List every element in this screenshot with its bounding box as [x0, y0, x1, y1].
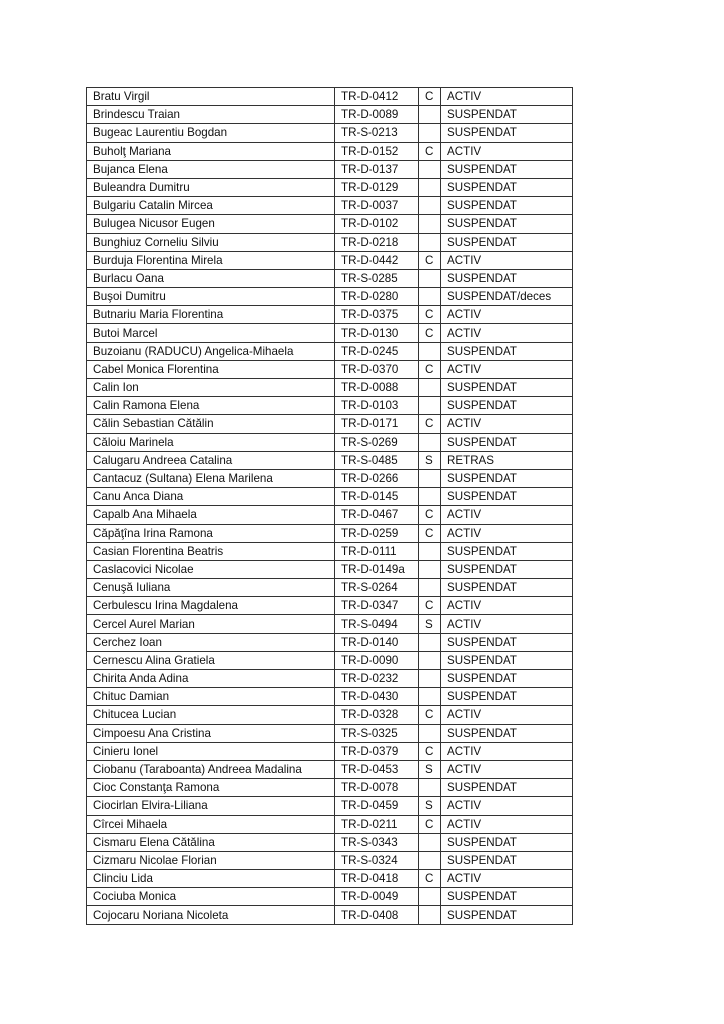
person-name-cell: Bulugea Nicusor Eugen	[87, 215, 335, 233]
person-name-cell: Cerchez Ioan	[87, 633, 335, 651]
registration-code-cell: TR-D-0347	[335, 597, 419, 615]
category-flag-cell: S	[419, 797, 441, 815]
status-cell: SUSPENDAT	[441, 779, 573, 797]
registration-code-cell: TR-D-0129	[335, 178, 419, 196]
registration-code-cell: TR-D-0232	[335, 670, 419, 688]
person-name-cell: Bunghiuz Corneliu Silviu	[87, 233, 335, 251]
status-cell: SUSPENDAT	[441, 633, 573, 651]
category-flag-cell	[419, 433, 441, 451]
person-name-cell: Cantacuz (Sultana) Elena Marilena	[87, 469, 335, 487]
person-name-cell: Cerbulescu Irina Magdalena	[87, 597, 335, 615]
person-name-cell: Clinciu Lida	[87, 870, 335, 888]
table-row	[87, 597, 573, 615]
category-flag-cell	[419, 488, 441, 506]
status-cell: SUSPENDAT	[441, 542, 573, 560]
table-row	[87, 306, 573, 324]
status-cell: ACTIV	[441, 506, 573, 524]
registration-code-cell: TR-D-0102	[335, 215, 419, 233]
registration-code-cell: TR-S-0485	[335, 451, 419, 469]
status-cell: ACTIV	[441, 742, 573, 760]
registration-code-cell: TR-D-0078	[335, 779, 419, 797]
table-row	[87, 779, 573, 797]
status-cell: SUSPENDAT	[441, 670, 573, 688]
person-name-cell: Cimpoesu Ana Cristina	[87, 724, 335, 742]
table-row	[87, 215, 573, 233]
registration-code-cell: TR-D-0152	[335, 142, 419, 160]
status-cell: ACTIV	[441, 615, 573, 633]
category-flag-cell	[419, 670, 441, 688]
table-row	[87, 488, 573, 506]
category-flag-cell	[419, 106, 441, 124]
category-flag-cell	[419, 160, 441, 178]
person-name-cell: Capalb Ana Mihaela	[87, 506, 335, 524]
registration-code-cell: TR-D-0049	[335, 888, 419, 906]
status-cell: SUSPENDAT	[441, 233, 573, 251]
registration-code-cell: TR-D-0280	[335, 288, 419, 306]
person-name-cell: Caslacovici Nicolae	[87, 560, 335, 578]
status-cell: SUSPENDAT	[441, 688, 573, 706]
registration-code-cell: TR-S-0494	[335, 615, 419, 633]
status-cell: SUSPENDAT	[441, 397, 573, 415]
category-flag-cell	[419, 633, 441, 651]
status-cell: SUSPENDAT	[441, 851, 573, 869]
category-flag-cell	[419, 215, 441, 233]
status-cell: SUSPENDAT	[441, 124, 573, 142]
registration-code-cell: TR-D-0245	[335, 342, 419, 360]
table-row	[87, 651, 573, 669]
status-cell: SUSPENDAT	[441, 833, 573, 851]
table-row	[87, 233, 573, 251]
person-name-cell: Brindescu Traian	[87, 106, 335, 124]
status-cell: SUSPENDAT	[441, 906, 573, 924]
status-cell: SUSPENDAT	[441, 160, 573, 178]
category-flag-cell: C	[419, 251, 441, 269]
person-name-cell: Cizmaru Nicolae Florian	[87, 851, 335, 869]
registry-table	[86, 87, 573, 925]
table-row	[87, 688, 573, 706]
person-name-cell: Burduja Florentina Mirela	[87, 251, 335, 269]
person-name-cell: Cernescu Alina Gratiela	[87, 651, 335, 669]
status-cell: SUSPENDAT	[441, 579, 573, 597]
category-flag-cell: C	[419, 88, 441, 106]
table-row	[87, 542, 573, 560]
person-name-cell: Buleandra Dumitru	[87, 178, 335, 196]
category-flag-cell	[419, 178, 441, 196]
table-row	[87, 615, 573, 633]
person-name-cell: Canu Anca Diana	[87, 488, 335, 506]
status-cell: ACTIV	[441, 870, 573, 888]
table-row	[87, 106, 573, 124]
registration-code-cell: TR-D-0430	[335, 688, 419, 706]
status-cell: ACTIV	[441, 524, 573, 542]
table-row	[87, 269, 573, 287]
registration-code-cell: TR-S-0343	[335, 833, 419, 851]
person-name-cell: Casian Florentina Beatris	[87, 542, 335, 560]
category-flag-cell	[419, 888, 441, 906]
table-row	[87, 397, 573, 415]
status-cell: SUSPENDAT	[441, 215, 573, 233]
table-row	[87, 506, 573, 524]
category-flag-cell: C	[419, 597, 441, 615]
category-flag-cell: S	[419, 451, 441, 469]
registration-code-cell: TR-S-0264	[335, 579, 419, 597]
status-cell: ACTIV	[441, 251, 573, 269]
registration-code-cell: TR-D-0266	[335, 469, 419, 487]
status-cell: ACTIV	[441, 324, 573, 342]
person-name-cell: Cismaru Elena Cătălina	[87, 833, 335, 851]
person-name-cell: Căloiu Marinela	[87, 433, 335, 451]
category-flag-cell: C	[419, 306, 441, 324]
status-cell: SUSPENDAT	[441, 488, 573, 506]
table-row	[87, 888, 573, 906]
status-cell: SUSPENDAT	[441, 724, 573, 742]
table-row	[87, 379, 573, 397]
registration-code-cell: TR-D-0453	[335, 760, 419, 778]
status-cell: SUSPENDAT	[441, 106, 573, 124]
status-cell: ACTIV	[441, 760, 573, 778]
status-cell: ACTIV	[441, 360, 573, 378]
person-name-cell: Calugaru Andreea Catalina	[87, 451, 335, 469]
status-cell: SUSPENDAT	[441, 269, 573, 287]
person-name-cell: Calin Ion	[87, 379, 335, 397]
category-flag-cell	[419, 197, 441, 215]
registration-code-cell: TR-D-0211	[335, 815, 419, 833]
registration-code-cell: TR-D-0171	[335, 415, 419, 433]
table-row	[87, 724, 573, 742]
category-flag-cell: S	[419, 615, 441, 633]
table-row	[87, 742, 573, 760]
status-cell: ACTIV	[441, 142, 573, 160]
registration-code-cell: TR-D-0379	[335, 742, 419, 760]
table-row	[87, 579, 573, 597]
registration-code-cell: TR-D-0137	[335, 160, 419, 178]
person-name-cell: Bulgariu Catalin Mircea	[87, 197, 335, 215]
category-flag-cell	[419, 397, 441, 415]
category-flag-cell: C	[419, 415, 441, 433]
status-cell: SUSPENDAT	[441, 469, 573, 487]
registration-code-cell: TR-D-0459	[335, 797, 419, 815]
registration-code-cell: TR-D-0418	[335, 870, 419, 888]
category-flag-cell: C	[419, 506, 441, 524]
person-name-cell: Buzoianu (RADUCU) Angelica-Mihaela	[87, 342, 335, 360]
person-name-cell: Ciocirlan Elvira-Liliana	[87, 797, 335, 815]
status-cell: ACTIV	[441, 88, 573, 106]
table-row	[87, 833, 573, 851]
category-flag-cell	[419, 288, 441, 306]
category-flag-cell: C	[419, 870, 441, 888]
table-row	[87, 851, 573, 869]
person-name-cell: Cociuba Monica	[87, 888, 335, 906]
table-row	[87, 815, 573, 833]
table-row	[87, 342, 573, 360]
table-row	[87, 360, 573, 378]
table-row	[87, 633, 573, 651]
category-flag-cell	[419, 542, 441, 560]
status-cell: SUSPENDAT	[441, 178, 573, 196]
person-name-cell: Chitucea Lucian	[87, 706, 335, 724]
status-cell: SUSPENDAT	[441, 560, 573, 578]
category-flag-cell	[419, 469, 441, 487]
registration-code-cell: TR-S-0213	[335, 124, 419, 142]
registration-code-cell: TR-D-0370	[335, 360, 419, 378]
registration-code-cell: TR-S-0324	[335, 851, 419, 869]
status-cell: ACTIV	[441, 706, 573, 724]
registration-code-cell: TR-D-0328	[335, 706, 419, 724]
person-name-cell: Butnariu Maria Florentina	[87, 306, 335, 324]
registration-code-cell: TR-D-0088	[335, 379, 419, 397]
status-cell: SUSPENDAT	[441, 197, 573, 215]
status-cell: SUSPENDAT/deces	[441, 288, 573, 306]
person-name-cell: Cojocaru Noriana Nicoleta	[87, 906, 335, 924]
person-name-cell: Bujanca Elena	[87, 160, 335, 178]
registration-code-cell: TR-S-0325	[335, 724, 419, 742]
category-flag-cell: C	[419, 706, 441, 724]
registration-code-cell: TR-D-0218	[335, 233, 419, 251]
table-row	[87, 906, 573, 924]
registration-code-cell: TR-D-0149a	[335, 560, 419, 578]
table-row	[87, 670, 573, 688]
category-flag-cell	[419, 124, 441, 142]
category-flag-cell	[419, 342, 441, 360]
category-flag-cell	[419, 269, 441, 287]
registration-code-cell: TR-S-0285	[335, 269, 419, 287]
person-name-cell: Cîrcei Mihaela	[87, 815, 335, 833]
table-row	[87, 324, 573, 342]
table-row	[87, 469, 573, 487]
registration-code-cell: TR-D-0259	[335, 524, 419, 542]
status-cell: ACTIV	[441, 815, 573, 833]
registry-table-body	[87, 88, 573, 925]
category-flag-cell	[419, 688, 441, 706]
category-flag-cell	[419, 833, 441, 851]
registration-code-cell: TR-D-0111	[335, 542, 419, 560]
registration-code-cell: TR-D-0037	[335, 197, 419, 215]
category-flag-cell	[419, 379, 441, 397]
category-flag-cell: C	[419, 524, 441, 542]
table-row	[87, 706, 573, 724]
category-flag-cell	[419, 851, 441, 869]
registration-code-cell: TR-D-0090	[335, 651, 419, 669]
table-row	[87, 760, 573, 778]
registration-code-cell: TR-S-0269	[335, 433, 419, 451]
registration-code-cell: TR-D-0412	[335, 88, 419, 106]
registration-code-cell: TR-D-0140	[335, 633, 419, 651]
status-cell: ACTIV	[441, 306, 573, 324]
person-name-cell: Călin Sebastian Cătălin	[87, 415, 335, 433]
status-cell: SUSPENDAT	[441, 433, 573, 451]
category-flag-cell	[419, 724, 441, 742]
table-row	[87, 124, 573, 142]
person-name-cell: Chirita Anda Adina	[87, 670, 335, 688]
person-name-cell: Bugeac Laurentiu Bogdan	[87, 124, 335, 142]
table-row	[87, 160, 573, 178]
table-row	[87, 415, 573, 433]
table-row	[87, 451, 573, 469]
table-row	[87, 178, 573, 196]
category-flag-cell	[419, 779, 441, 797]
table-row	[87, 142, 573, 160]
status-cell: RETRAS	[441, 451, 573, 469]
category-flag-cell	[419, 579, 441, 597]
registration-code-cell: TR-D-0089	[335, 106, 419, 124]
person-name-cell: Cenuşă Iuliana	[87, 579, 335, 597]
person-name-cell: Ciobanu (Taraboanta) Andreea Madalina	[87, 760, 335, 778]
category-flag-cell: C	[419, 324, 441, 342]
table-row	[87, 88, 573, 106]
category-flag-cell: C	[419, 142, 441, 160]
person-name-cell: Butoi Marcel	[87, 324, 335, 342]
person-name-cell: Bratu Virgil	[87, 88, 335, 106]
category-flag-cell: C	[419, 360, 441, 378]
category-flag-cell: C	[419, 815, 441, 833]
registration-code-cell: TR-D-0145	[335, 488, 419, 506]
table-row	[87, 560, 573, 578]
table-row	[87, 197, 573, 215]
status-cell: ACTIV	[441, 797, 573, 815]
status-cell: SUSPENDAT	[441, 379, 573, 397]
registration-code-cell: TR-D-0103	[335, 397, 419, 415]
table-row	[87, 251, 573, 269]
category-flag-cell	[419, 560, 441, 578]
table-row	[87, 433, 573, 451]
status-cell: ACTIV	[441, 597, 573, 615]
person-name-cell: Cioc Constanţa Ramona	[87, 779, 335, 797]
category-flag-cell: C	[419, 742, 441, 760]
table-row	[87, 288, 573, 306]
person-name-cell: Cinieru Ionel	[87, 742, 335, 760]
registration-code-cell: TR-D-0408	[335, 906, 419, 924]
status-cell: SUSPENDAT	[441, 651, 573, 669]
table-row	[87, 797, 573, 815]
table-row	[87, 524, 573, 542]
person-name-cell: Buşoi Dumitru	[87, 288, 335, 306]
person-name-cell: Cercel Aurel Marian	[87, 615, 335, 633]
registration-code-cell: TR-D-0130	[335, 324, 419, 342]
category-flag-cell	[419, 233, 441, 251]
status-cell: SUSPENDAT	[441, 342, 573, 360]
person-name-cell: Buholţ Mariana	[87, 142, 335, 160]
category-flag-cell	[419, 906, 441, 924]
person-name-cell: Căpăţîna Irina Ramona	[87, 524, 335, 542]
category-flag-cell: S	[419, 760, 441, 778]
person-name-cell: Calin Ramona Elena	[87, 397, 335, 415]
category-flag-cell	[419, 651, 441, 669]
status-cell: SUSPENDAT	[441, 888, 573, 906]
person-name-cell: Cabel Monica Florentina	[87, 360, 335, 378]
registration-code-cell: TR-D-0442	[335, 251, 419, 269]
registration-code-cell: TR-D-0375	[335, 306, 419, 324]
person-name-cell: Burlacu Oana	[87, 269, 335, 287]
registration-code-cell: TR-D-0467	[335, 506, 419, 524]
table-row	[87, 870, 573, 888]
status-cell: ACTIV	[441, 415, 573, 433]
person-name-cell: Chituc Damian	[87, 688, 335, 706]
